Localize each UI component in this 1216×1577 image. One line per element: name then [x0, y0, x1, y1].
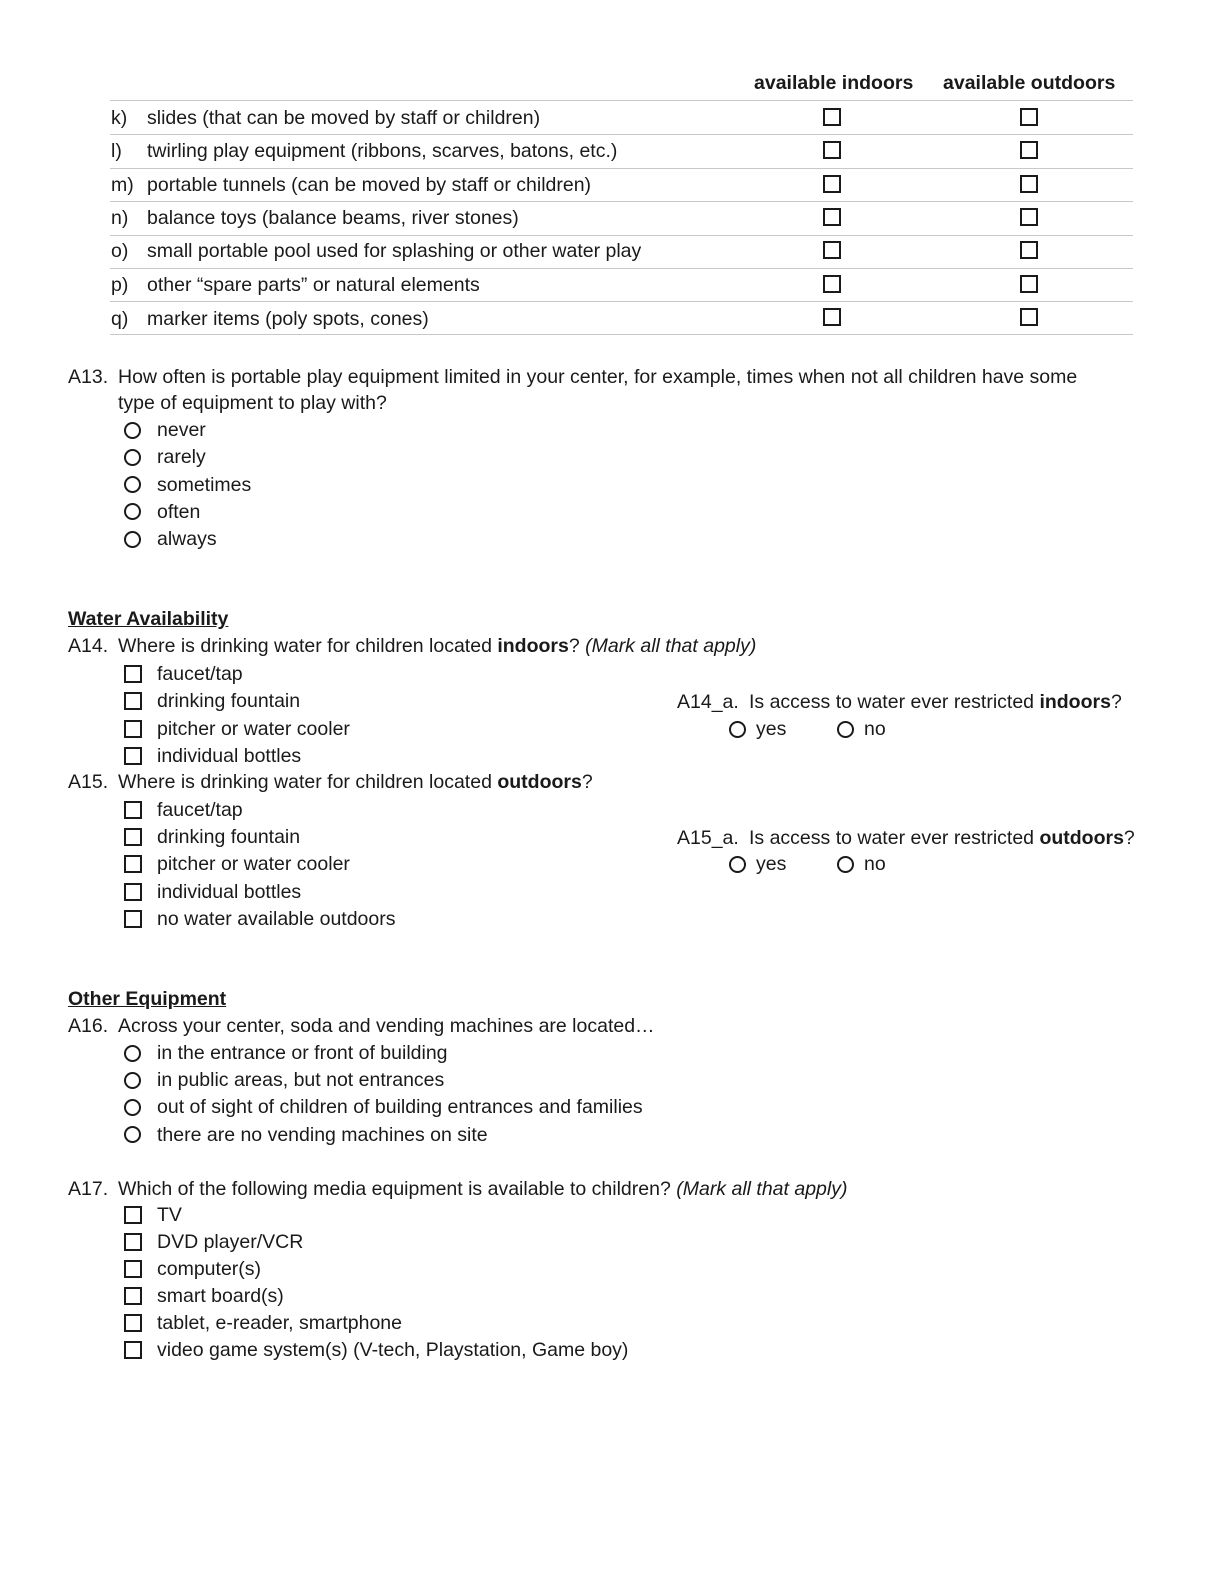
row-rule — [110, 268, 1133, 269]
a16-option-label: in public areas, but not entrances — [157, 1069, 445, 1091]
a17-question: Which of the following media equipment is available to children? (Mark all that apply) — [118, 1178, 848, 1200]
a13-option-label: sometimes — [157, 474, 252, 496]
indoors-checkbox[interactable] — [823, 175, 841, 193]
a15-number: A15. — [68, 771, 109, 793]
a15a-radio-no[interactable] — [837, 856, 854, 873]
outdoors-checkbox[interactable] — [1020, 175, 1038, 193]
row-label: slides (that can be moved by staff or children) — [147, 107, 541, 129]
a17-number: A17. — [68, 1178, 109, 1200]
table-top-rule — [110, 100, 1133, 101]
a16-option-label: in the entrance or front of building — [157, 1042, 448, 1064]
row-letter: m) — [111, 174, 134, 196]
a13-radio-often[interactable] — [124, 503, 141, 520]
row-rule — [110, 235, 1133, 236]
row-rule — [110, 134, 1133, 135]
a16-radio-entrance[interactable] — [124, 1045, 141, 1062]
outdoors-checkbox[interactable] — [1020, 308, 1038, 326]
a15-option-label: drinking fountain — [157, 826, 301, 848]
a17-option-label: DVD player/VCR — [157, 1231, 304, 1253]
outdoors-checkbox[interactable] — [1020, 208, 1038, 226]
a15-option-label: no water available outdoors — [157, 908, 396, 930]
a14-option-label: faucet/tap — [157, 663, 243, 685]
a15-option-label: individual bottles — [157, 881, 302, 903]
other-section-heading: Other Equipment — [68, 988, 227, 1010]
a15-checkbox-fountain[interactable] — [124, 828, 142, 846]
a14a-no-label: no — [864, 718, 886, 740]
a13-option-label: never — [157, 419, 206, 441]
row-rule — [110, 201, 1133, 202]
a16-number: A16. — [68, 1015, 109, 1037]
a13-radio-never[interactable] — [124, 422, 141, 439]
a15a-question: Is access to water ever restricted outdoors? — [749, 827, 1135, 849]
col-header-outdoors: available outdoors — [943, 72, 1116, 94]
row-letter: l) — [111, 140, 122, 162]
a13-radio-always[interactable] — [124, 531, 141, 548]
a15-checkbox-no-water[interactable] — [124, 910, 142, 928]
a17-checkbox-computer[interactable] — [124, 1260, 142, 1278]
a15-checkbox-pitcher[interactable] — [124, 855, 142, 873]
a17-checkbox-tablet[interactable] — [124, 1314, 142, 1332]
a17-option-label: smart board(s) — [157, 1285, 284, 1307]
a14a-number: A14_a. — [677, 691, 739, 713]
a15a-number: A15_a. — [677, 827, 739, 849]
outdoors-checkbox[interactable] — [1020, 108, 1038, 126]
a16-radio-out-of-sight[interactable] — [124, 1099, 141, 1116]
a13-option-label: always — [157, 528, 217, 550]
a17-option-label: TV — [157, 1204, 182, 1226]
a17-option-label: computer(s) — [157, 1258, 262, 1280]
a13-radio-rarely[interactable] — [124, 449, 141, 466]
col-header-indoors: available indoors — [754, 72, 914, 94]
a16-radio-public-areas[interactable] — [124, 1072, 141, 1089]
a16-option-label: out of sight of children of building entrances and families — [157, 1096, 643, 1118]
row-label: other “spare parts” or natural elements — [147, 274, 480, 296]
a15a-radio-yes[interactable] — [729, 856, 746, 873]
row-rule — [110, 334, 1133, 335]
a14-option-label: individual bottles — [157, 745, 302, 767]
indoors-checkbox[interactable] — [823, 275, 841, 293]
a15-checkbox-bottles[interactable] — [124, 883, 142, 901]
a14-checkbox-fountain[interactable] — [124, 692, 142, 710]
a17-option-label: video game system(s) (V-tech, Playstation, Game boy) — [157, 1339, 629, 1361]
a15a-yes-label: yes — [756, 853, 787, 875]
row-label: twirling play equipment (ribbons, scarves, batons, etc.) — [147, 140, 618, 162]
a16-option-label: there are no vending machines on site — [157, 1124, 488, 1146]
a14-checkbox-pitcher[interactable] — [124, 720, 142, 738]
a14-number: A14. — [68, 635, 109, 657]
a14-question: Where is drinking water for children located indoors? (Mark all that apply) — [118, 635, 757, 657]
a13-radio-sometimes[interactable] — [124, 476, 141, 493]
row-label: small portable pool used for splashing or other water play — [147, 240, 642, 262]
a14-option-label: drinking fountain — [157, 690, 301, 712]
a14a-yes-label: yes — [756, 718, 787, 740]
a13-option-label: often — [157, 501, 201, 523]
a17-checkbox-video-game[interactable] — [124, 1341, 142, 1359]
a17-checkbox-dvd[interactable] — [124, 1233, 142, 1251]
a14-option-label: pitcher or water cooler — [157, 718, 350, 740]
indoors-checkbox[interactable] — [823, 308, 841, 326]
a14a-radio-yes[interactable] — [729, 721, 746, 738]
a17-checkbox-smart-board[interactable] — [124, 1287, 142, 1305]
a14a-question: Is access to water ever restricted indoors? — [749, 691, 1122, 713]
outdoors-checkbox[interactable] — [1020, 241, 1038, 259]
indoors-checkbox[interactable] — [823, 208, 841, 226]
a14-checkbox-faucet[interactable] — [124, 665, 142, 683]
row-label: portable tunnels (can be moved by staff or children) — [147, 174, 592, 196]
a13-question-line1: How often is portable play equipment limited in your center, for example, times when not all children have some — [118, 366, 1078, 388]
row-label: balance toys (balance beams, river stones) — [147, 207, 519, 229]
a13-option-label: rarely — [157, 446, 206, 468]
a17-checkbox-tv[interactable] — [124, 1206, 142, 1224]
indoors-checkbox[interactable] — [823, 241, 841, 259]
row-letter: k) — [111, 107, 128, 129]
row-letter: n) — [111, 207, 129, 229]
a15a-no-label: no — [864, 853, 886, 875]
indoors-checkbox[interactable] — [823, 141, 841, 159]
a15-option-label: faucet/tap — [157, 799, 243, 821]
a16-radio-none[interactable] — [124, 1126, 141, 1143]
row-letter: p) — [111, 274, 129, 296]
row-letter: q) — [111, 308, 129, 330]
a14a-radio-no[interactable] — [837, 721, 854, 738]
row-rule — [110, 168, 1133, 169]
a15-checkbox-faucet[interactable] — [124, 801, 142, 819]
a13-question-line2: type of equipment to play with? — [118, 392, 387, 414]
a14-checkbox-bottles[interactable] — [124, 747, 142, 765]
a16-question: Across your center, soda and vending machines are located… — [118, 1015, 655, 1037]
row-label: marker items (poly spots, cones) — [147, 308, 429, 330]
a17-option-label: tablet, e-reader, smartphone — [157, 1312, 402, 1334]
row-rule — [110, 301, 1133, 302]
indoors-checkbox[interactable] — [823, 108, 841, 126]
a13-number: A13. — [68, 366, 109, 388]
a15-option-label: pitcher or water cooler — [157, 853, 350, 875]
water-section-heading: Water Availability — [68, 608, 229, 630]
outdoors-checkbox[interactable] — [1020, 141, 1038, 159]
row-letter: o) — [111, 240, 129, 262]
a15-question: Where is drinking water for children located outdoors? — [118, 771, 593, 793]
outdoors-checkbox[interactable] — [1020, 275, 1038, 293]
